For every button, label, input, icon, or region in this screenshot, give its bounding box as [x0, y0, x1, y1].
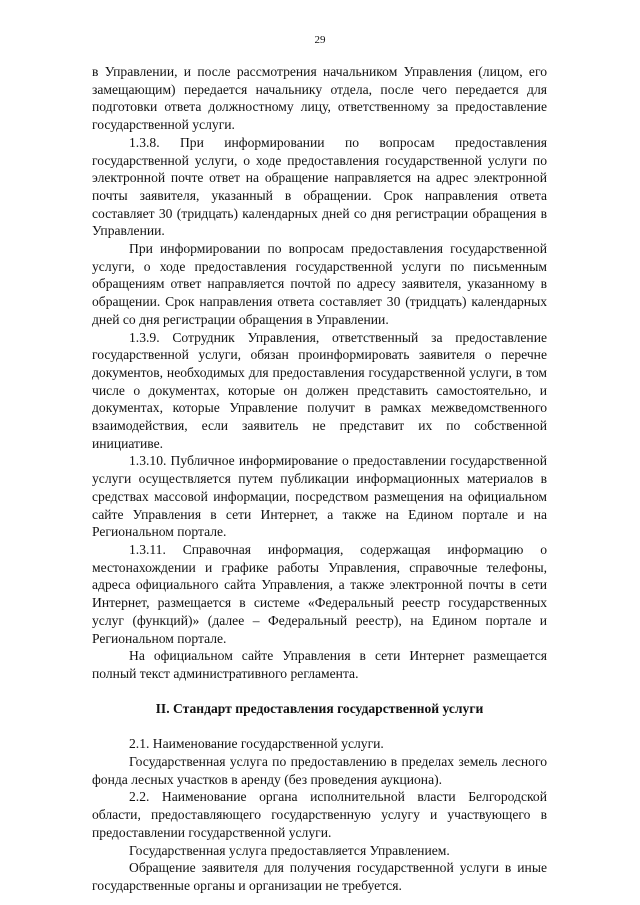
paragraph-official-site: На официальном сайте Управления в сети Интернет размещается полный текст административного регламента. [92, 648, 547, 681]
paragraph-provider: Государственная услуга предоставляется Управлением. [129, 842, 450, 858]
paragraph-1-3-11: 1.3.11. Справочная информация, содержащая информацию о местонахождении и графике работы Управления, справочные телефоны, адреса официального сайта Управления, а также электронной почты в сети Интернет, размещается в системе «Федеральный реестр государственных услуг (функций)» (далее – Федеральный реестр), на Едином портале и Региональном портале. [92, 541, 547, 646]
section-heading: II. Стандарт предоставления государственной услуги [155, 700, 484, 716]
page-number: 29 [314, 34, 326, 46]
paragraph-1-3-9: 1.3.9. Сотрудник Управления, ответственный за предоставление государственной услуги, обязан проинформировать заявителя о перечне документов, необходимых для предоставления государственной услуги, в том числе о документах, которые он должен представить самостоятельно, и документах, которые Управление получит в рамках межведомственного взаимодействия, если заявитель не представит их по собственной инициативе. [92, 329, 547, 451]
paragraph-other-bodies: Обращение заявителя для получения государственной услуги в иные государственные органы и организации не требуется. [92, 860, 547, 893]
paragraph-2-2: 2.2. Наименование органа исполнительной власти Белгородской области, предоставляющего государственную услугу и участвующего в предоставлении государственной услуги. [92, 789, 547, 840]
paragraph-written-requests: При информировании по вопросам предоставления государственной услуги, о ходе предоставления государственной услуги по письменным обращениям ответ направляется почтой по адресу заявителя, указанному в обращении. Срок направления ответа составляет 30 (тридцать) календарных дней со дня регистрации обращения в Управлении. [92, 241, 547, 327]
document-body [92, 63, 547, 895]
paragraph-service-description: Государственная услуга по предоставлению в пределах земель лесного фонда лесных участков в аренду (без проведения аукциона). [92, 754, 547, 787]
paragraph-1-3-8: 1.3.8. При информировании по вопросам предоставления государственной услуги, о ходе предоставления государственной услуги по электронной почте ответ на обращение направляется на адрес электронной почты заявителя, указанный в обращении. Срок направления ответа составляет 30 (тридцать) календарных дней со дня регистрации обращения в Управлении. [92, 134, 547, 239]
paragraph-2-1: 2.1. Наименование государственной услуги. [129, 736, 384, 752]
paragraph-1-3-10: 1.3.10. Публичное информирование о предоставлении государственной услуги осуществляется путем публикации информационных материалов в средствах массовой информации, посредством размещения на официальном сайте Управления в сети Интернет, а также на Едином портале и на Региональном портале. [92, 453, 547, 540]
paragraph-continuation: в Управлении, и после рассмотрения начальником Управления (лицом, его замещающим) передается начальнику отдела, после чего передается для подготовки ответа должностному лицу, ответственному за предоставление государственной услуги. [92, 64, 547, 133]
